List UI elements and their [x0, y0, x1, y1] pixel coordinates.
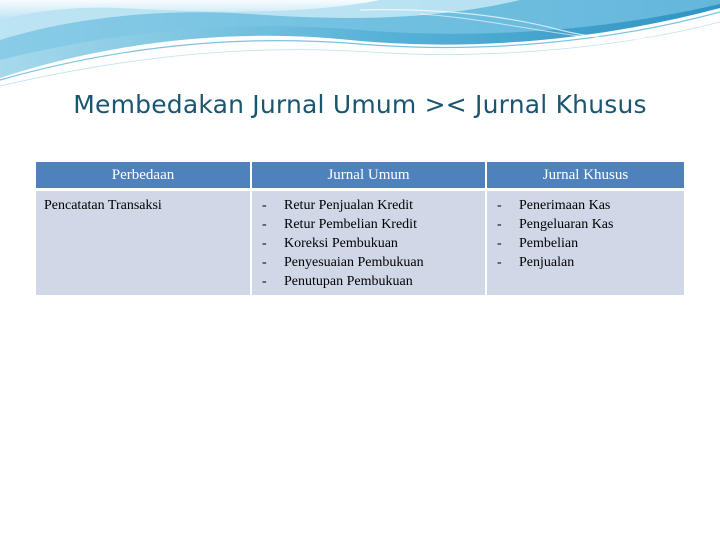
- list-item: - Penyesuaian Pembukuan: [260, 253, 477, 272]
- table-row: [36, 190, 684, 296]
- cell-jurnal-umum: [251, 190, 486, 296]
- header-jurnal-umum: Jurnal Umum: [251, 162, 486, 190]
- jurnal-khusus-list: [495, 196, 676, 272]
- jurnal-umum-list: [260, 196, 477, 291]
- list-item: - Retur Pembelian Kredit: [260, 215, 477, 234]
- list-item: - Pengeluaran Kas: [495, 215, 676, 234]
- cell-aspect: Pencatatan Transaksi: [36, 190, 251, 296]
- list-item: - Koreksi Pembukuan: [260, 234, 477, 253]
- comparison-table: [36, 162, 684, 295]
- list-item: - Retur Penjualan Kredit: [260, 196, 477, 215]
- header-jurnal-khusus: Jurnal Khusus: [486, 162, 684, 190]
- cell-jurnal-khusus: [486, 190, 684, 296]
- list-item: - Penjualan: [495, 253, 676, 272]
- slide-title: Membedakan Jurnal Umum >< Jurnal Khusus: [73, 90, 647, 119]
- table-header-row: [36, 162, 684, 190]
- list-item: - Penerimaan Kas: [495, 196, 676, 215]
- list-item: - Penutupan Pembukuan: [260, 272, 477, 291]
- decorative-wave-banner: [0, 0, 720, 90]
- list-item: - Pembelian: [495, 234, 676, 253]
- header-perbedaan: Perbedaan: [36, 162, 251, 190]
